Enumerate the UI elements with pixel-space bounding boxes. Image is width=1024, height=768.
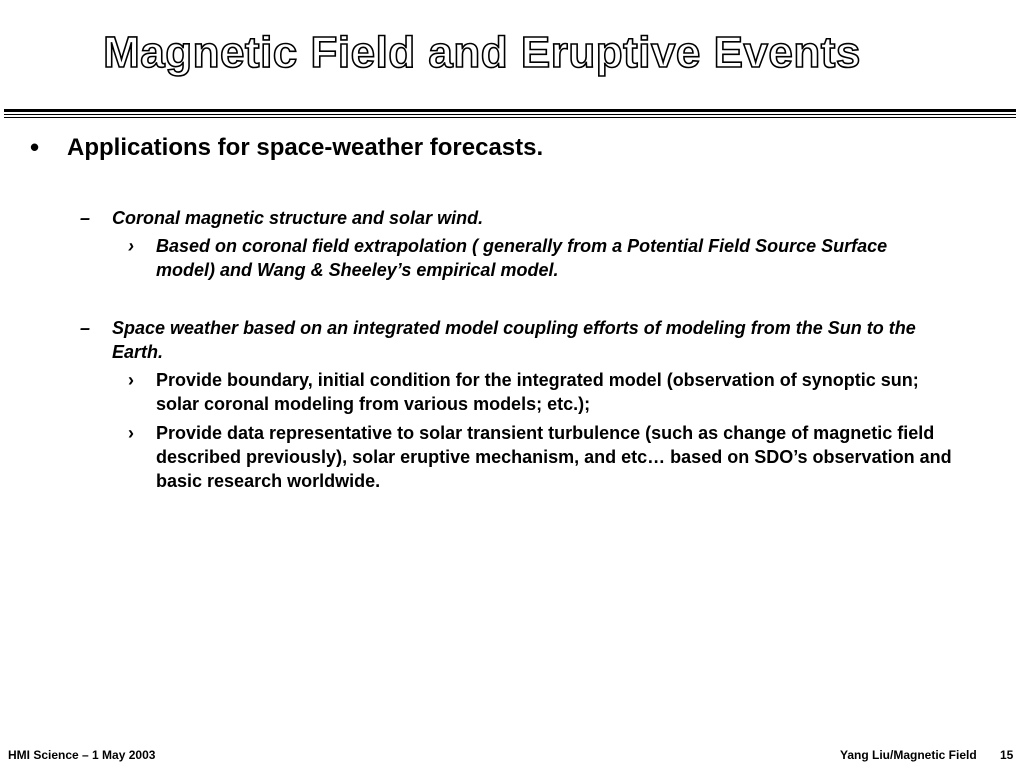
- chevron-marker: ›: [128, 370, 134, 390]
- sub-sub-item-text: Provide data representative to solar transient turbulence (such as change of magnetic field described previously), solar eruptive mechanism, and etc… based on SDO’s observation and basic research worldwide.: [156, 423, 952, 491]
- main-bullet-text: Applications for space-weather forecasts.: [67, 134, 544, 161]
- page-number: 15: [1000, 748, 1014, 762]
- dash-marker: –: [80, 318, 91, 338]
- title-divider-thick: [4, 109, 1016, 112]
- sub-sub-item-text: Based on coronal field extrapolation ( generally from a Potential Field Source Surface model) and Wang & Sheeley’s empirical model.: [156, 236, 888, 280]
- footer-left: HMI Science – 1 May 2003: [8, 748, 156, 762]
- title-divider-thin-2: [4, 117, 1016, 118]
- dash-marker: –: [80, 208, 91, 228]
- title-divider-thin-1: [4, 114, 1016, 115]
- footer-right: Yang Liu/Magnetic Field: [840, 748, 977, 762]
- sub-item-text: Coronal magnetic structure and solar wind.: [112, 208, 484, 228]
- chevron-marker: ›: [128, 236, 134, 256]
- sub-item-text: Space weather based on an integrated model coupling efforts of modeling from the Sun to the Earth.: [112, 318, 916, 362]
- slide-title: Magnetic Field and Eruptive Events: [103, 28, 861, 77]
- bullet-marker: •: [30, 132, 40, 162]
- chevron-marker: ›: [128, 423, 134, 443]
- sub-sub-item-text: Provide boundary, initial condition for the integrated model (observation of synoptic sun; solar coronal modeling from various models; etc.);: [156, 370, 919, 414]
